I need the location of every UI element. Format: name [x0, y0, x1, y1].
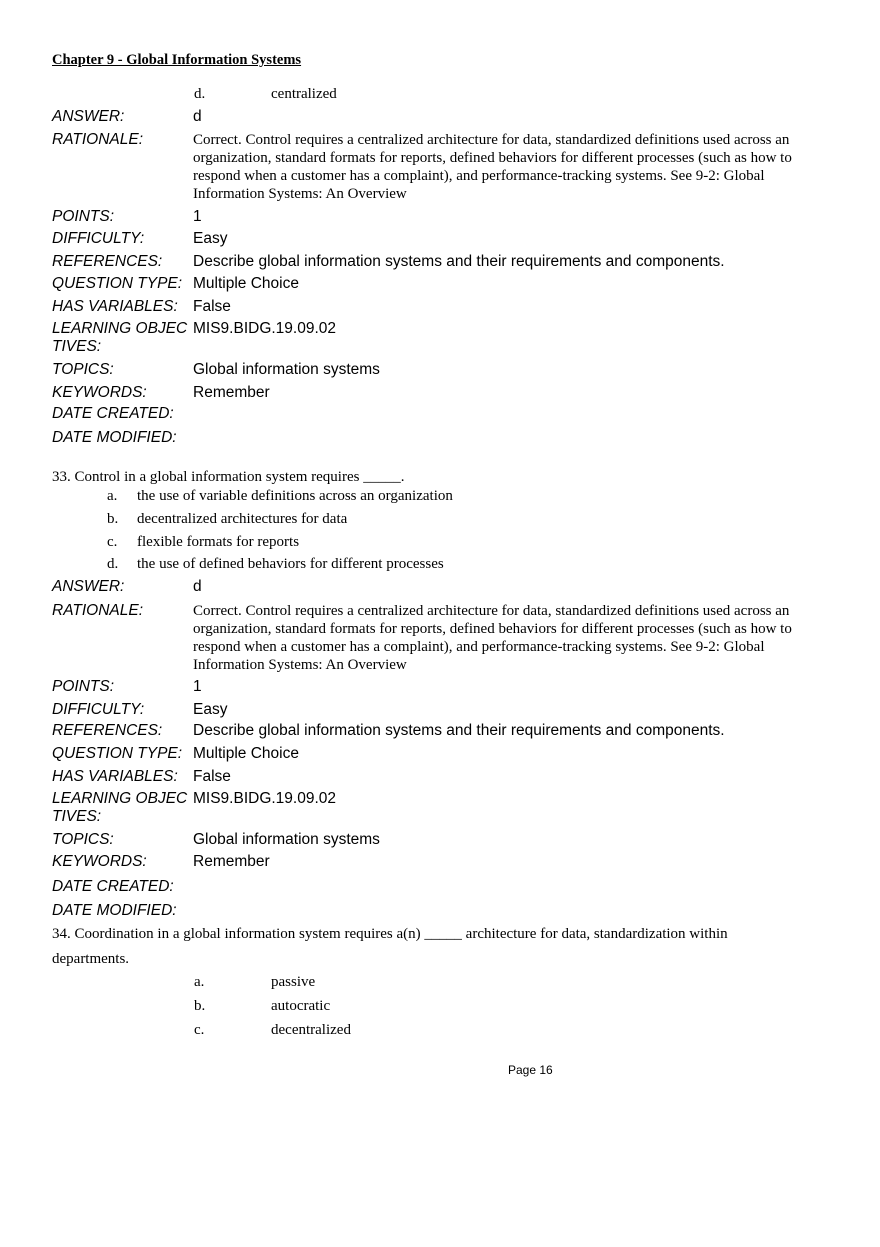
q32-option-d-text: centralized — [271, 86, 337, 102]
q33-learning-objectives-value: MIS9.BIDG.19.09.02 — [193, 790, 337, 807]
q33-question-text: 33. Control in a global information system requires _____. — [52, 469, 405, 485]
q33-question-type-value: Multiple Choice — [193, 745, 299, 762]
q34-option-b-text: autocratic — [271, 998, 331, 1014]
q33-has-variables-value: False — [193, 768, 231, 785]
q32-answer-value: d — [193, 108, 202, 125]
q32-learning-objectives-value: MIS9.BIDG.19.09.02 — [193, 320, 337, 337]
q33-points-value: 1 — [193, 678, 202, 695]
q32-references-value: Describe global information systems and their requirements and components. — [193, 253, 725, 270]
q33-date-modified-label: DATE MODIFIED: — [52, 902, 177, 919]
q32-keywords-label: KEYWORDS: — [52, 384, 147, 401]
q33-option-d-text: the use of defined behaviors for different processes — [137, 556, 444, 572]
q33-references-label: REFERENCES: — [52, 722, 163, 739]
q33-topics-value: Global information systems — [193, 831, 380, 848]
q33-topics-label: TOPICS: — [52, 831, 114, 848]
q33-learning-objectives-label-2: TIVES: — [52, 808, 102, 825]
q32-references-label: REFERENCES: — [52, 253, 163, 270]
q33-answer-label: ANSWER: — [52, 578, 125, 595]
q33-learning-objectives-label-1: LEARNING OBJEC — [52, 790, 188, 807]
q33-option-b-letter: b. — [107, 511, 119, 527]
q33-option-a-letter: a. — [107, 488, 118, 504]
q33-references-value: Describe global information systems and their requirements and components. — [193, 722, 725, 739]
q33-rationale-text: Correct. Control requires a centralized architecture for data, standardized definitions used across an organization, standard formats for reports, defined behaviors for different processes (such as how to respond when a customer has a complaint), and performance-tracking systems. See 9-2: Global Information Systems: An Overview — [193, 603, 792, 673]
q33-keywords-value: Remember — [193, 853, 270, 870]
q33-option-a-text: the use of variable definitions across an organization — [137, 488, 453, 504]
q32-has-variables-value: False — [193, 298, 231, 315]
q33-has-variables-label: HAS VARIABLES: — [52, 768, 178, 785]
q32-learning-objectives-label-2: TIVES: — [52, 338, 102, 355]
q33-answer-value: d — [193, 578, 202, 595]
q33-question-type-label: QUESTION TYPE: — [52, 745, 183, 762]
q32-points-value: 1 — [193, 208, 202, 225]
q32-learning-objectives-label-1: LEARNING OBJEC — [52, 320, 188, 337]
q33-date-created-label: DATE CREATED: — [52, 878, 174, 895]
q32-date-created-label: DATE CREATED: — [52, 405, 174, 422]
q32-topics-value: Global information systems — [193, 361, 380, 378]
q32-date-modified-label: DATE MODIFIED: — [52, 429, 177, 446]
q32-keywords-value: Remember — [193, 384, 270, 401]
q34-question-line-1: 34. Coordination in a global information system requires a(n) _____ architecture for data, standardization within — [52, 926, 728, 942]
q33-option-c-letter: c. — [107, 534, 118, 550]
q34-option-a-letter: a. — [194, 974, 205, 990]
q33-rationale-label: RATIONALE: — [52, 602, 144, 619]
q32-question-type-value: Multiple Choice — [193, 275, 299, 292]
q34-option-c-letter: c. — [194, 1022, 205, 1038]
q32-points-label: POINTS: — [52, 208, 115, 225]
q32-has-variables-label: HAS VARIABLES: — [52, 298, 178, 315]
page-number: Page 16 — [508, 1063, 553, 1077]
q33-points-label: POINTS: — [52, 678, 115, 695]
q33-keywords-label: KEYWORDS: — [52, 853, 147, 870]
q32-answer-label: ANSWER: — [52, 108, 125, 125]
q33-difficulty-value: Easy — [193, 701, 228, 718]
q33-option-b-text: decentralized architectures for data — [137, 511, 348, 527]
q32-topics-label: TOPICS: — [52, 361, 114, 378]
q32-difficulty-label: DIFFICULTY: — [52, 230, 145, 247]
page-header-title: Chapter 9 - Global Information Systems — [52, 52, 302, 68]
q32-question-type-label: QUESTION TYPE: — [52, 275, 183, 292]
q33-option-d-letter: d. — [107, 556, 119, 572]
q32-rationale-label: RATIONALE: — [52, 131, 144, 148]
q33-difficulty-label: DIFFICULTY: — [52, 701, 145, 718]
q33-option-c-text: flexible formats for reports — [137, 534, 300, 550]
q34-question-line-2: departments. — [52, 951, 130, 967]
q34-option-b-letter: b. — [194, 998, 206, 1014]
q34-option-a-text: passive — [271, 974, 316, 990]
q34-option-c-text: decentralized — [271, 1022, 351, 1038]
q32-rationale-text: Correct. Control requires a centralized architecture for data, standardized definitions used across an organization, standard formats for reports, defined behaviors for different processes (such as how to respond when a customer has a complaint), and performance-tracking systems. See 9-2: Global Information Systems: An Overview — [193, 132, 792, 202]
q32-difficulty-value: Easy — [193, 230, 228, 247]
q32-option-d-letter: d. — [194, 86, 206, 102]
